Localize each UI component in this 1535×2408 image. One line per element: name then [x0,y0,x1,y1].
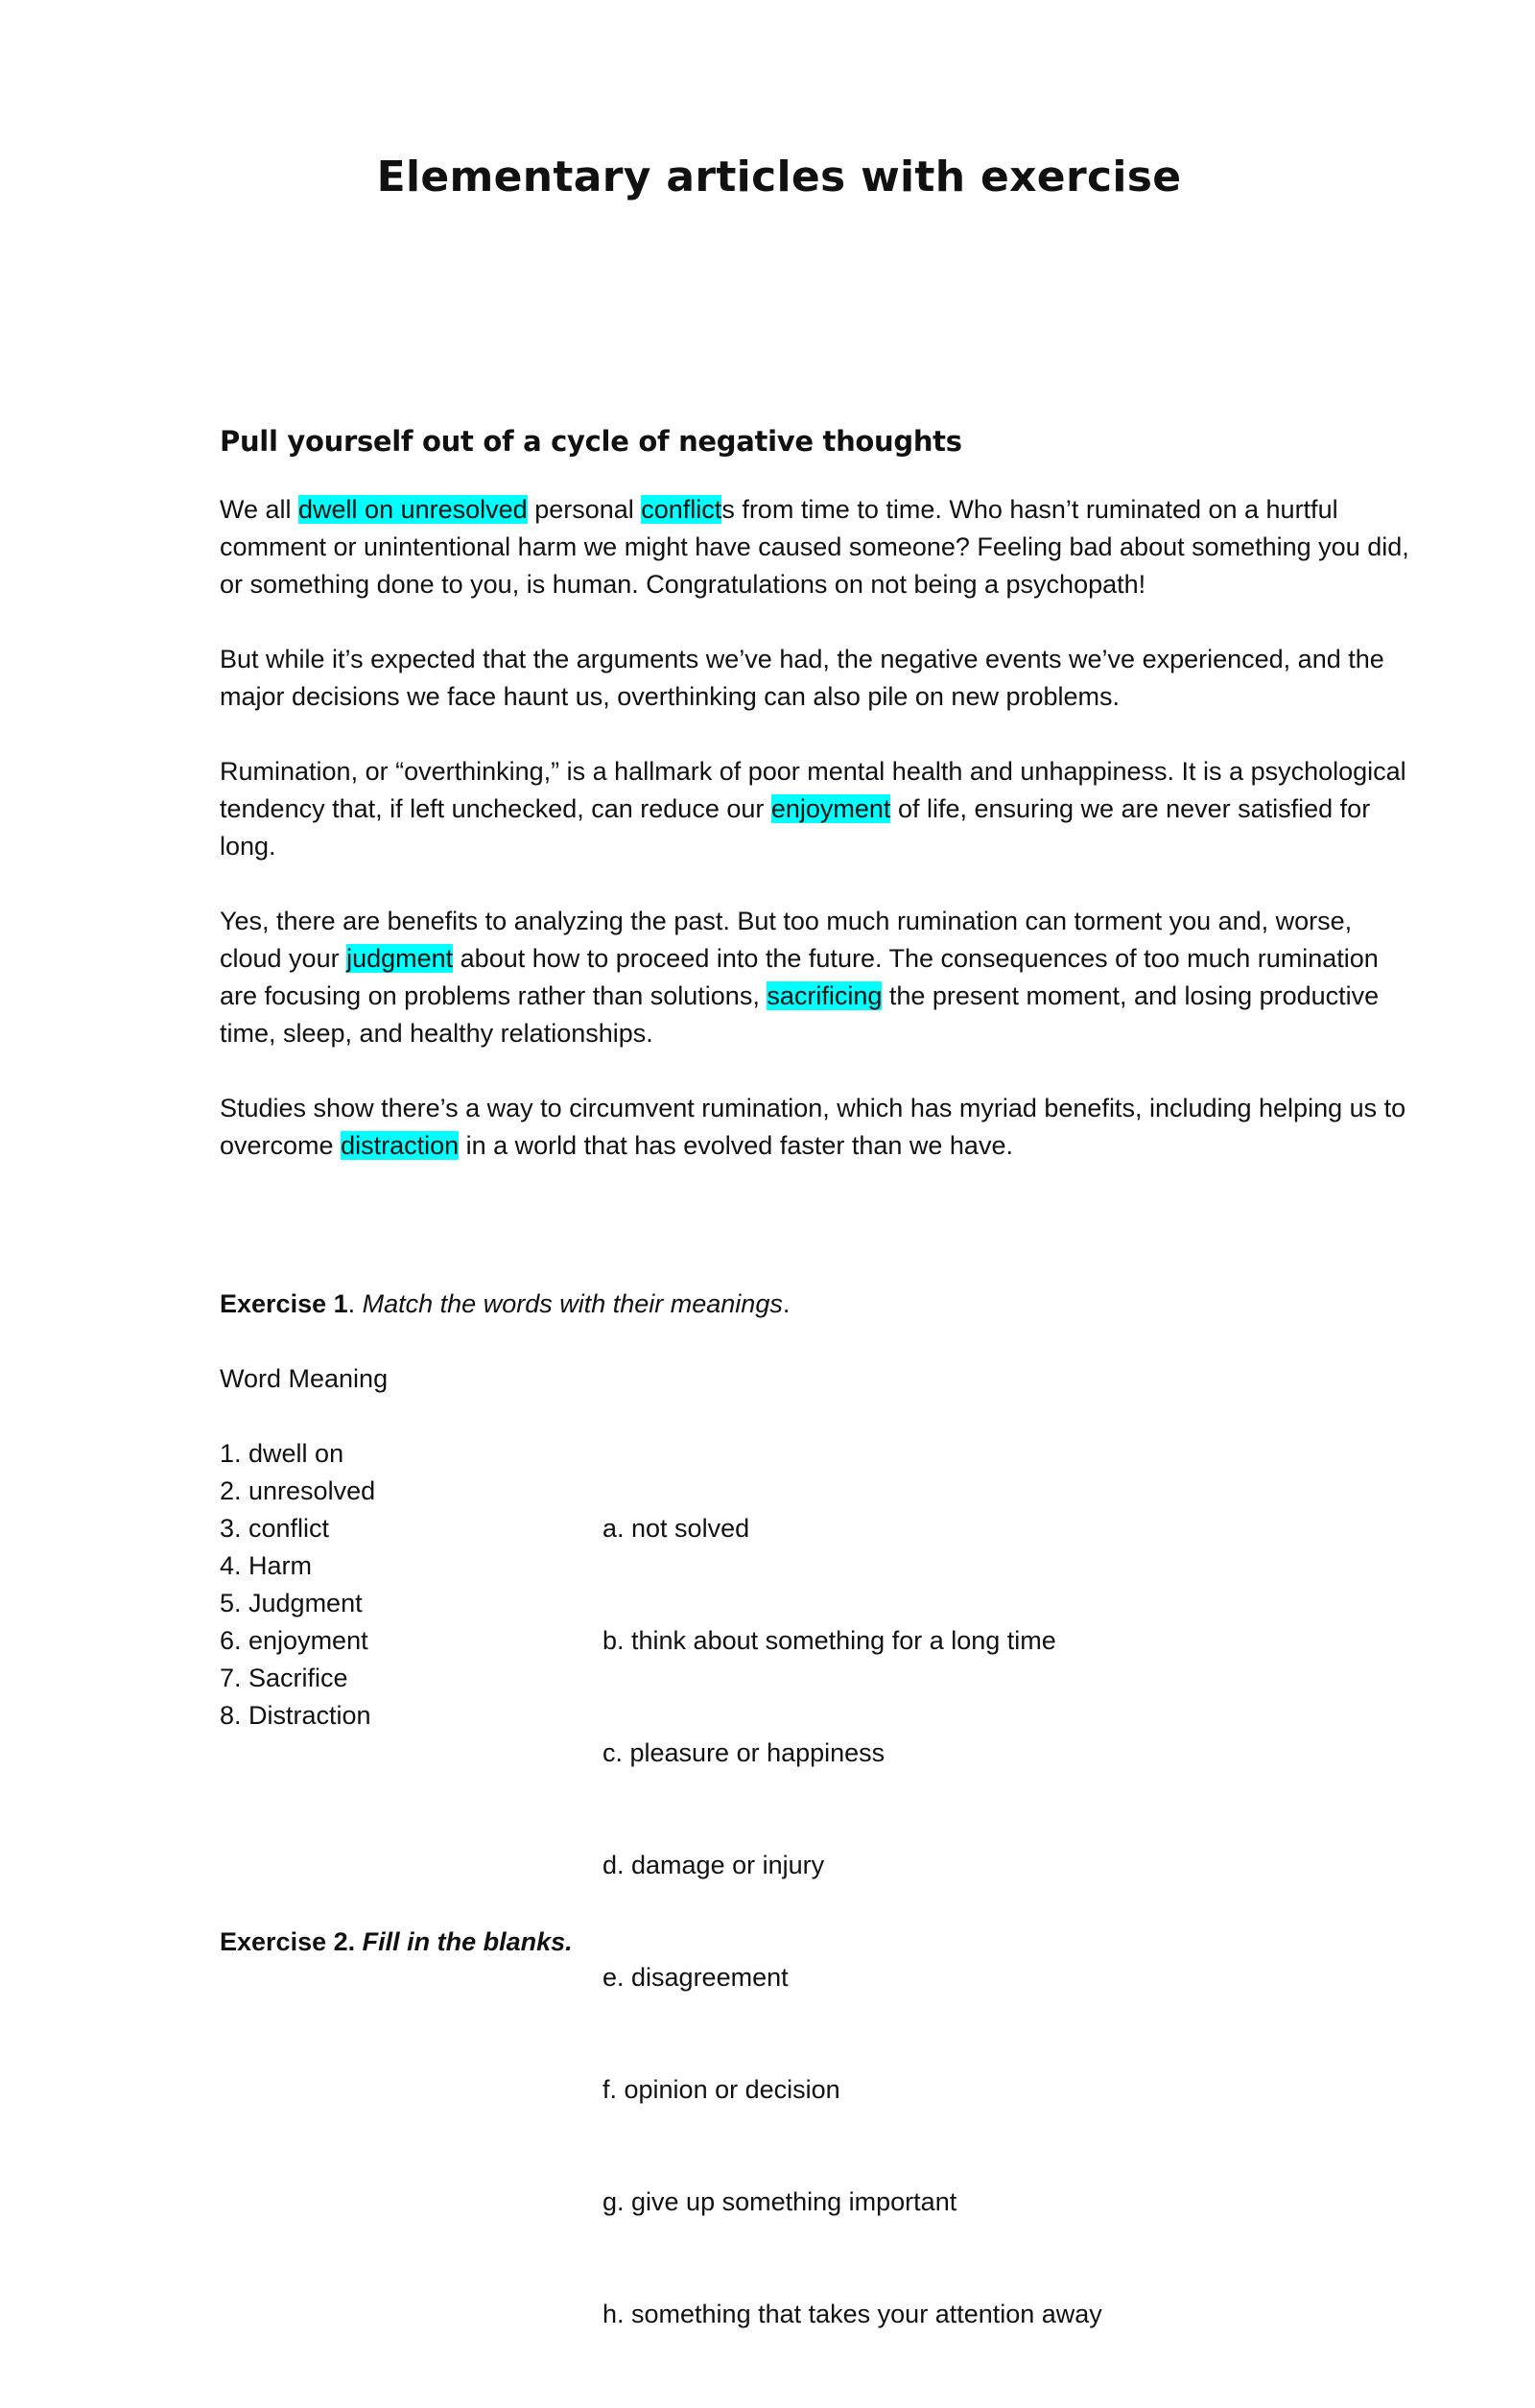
meaning-list [602,1435,1102,2408]
highlighted-term: dwell on unresolved [298,495,528,524]
article-paragraph-4 [220,903,1448,1052]
paragraph-text: But while it’s expected that the arguments we’ve had, the negative events we’ve experienced, and the [220,645,1384,673]
exercise-2-instruction: Fill in the blanks. [355,1927,573,1956]
article-paragraph-1 [220,491,1448,603]
article-paragraph-2 [220,641,1448,716]
paragraph-text: personal [527,495,642,524]
list-item: h. something that takes your attention away [602,2300,1102,2328]
list-item: g. give up something important [602,2187,957,2216]
word-meaning-header: Word Meaning [220,1364,389,1393]
paragraph-text: Yes, there are benefits to analyzing the past. But too much rumination can torment you and, worse, [220,907,1353,935]
list-item: 1. dwell on [220,1439,344,1468]
list-item: 2. unresolved [220,1476,376,1505]
word-list [220,1435,375,1735]
paragraph-text: tendency that, if left unchecked, can reduce our [220,794,771,823]
highlighted-term: judgment [346,944,454,973]
paragraph-text: overcome [220,1131,342,1160]
paragraph-text: major decisions we face haunt us, overthinking can also pile on new problems. [220,682,1121,711]
highlighted-term: enjoyment [770,794,891,823]
highlighted-term: conflict [641,495,722,524]
list-item: 4. Harm [220,1551,313,1580]
paragraph-text: in a world that has evolved faster than we have. [459,1131,1013,1160]
list-item: 5. Judgment [220,1589,363,1617]
exercise-2-label: Exercise 2. [220,1927,356,1956]
paragraph-text: or something done to you, is human. Congratulations on not being a psychopath! [220,570,1146,599]
paragraph-text: the present moment, and losing productive [882,981,1380,1010]
paragraph-text: time, sleep, and healthy relationships. [220,1019,653,1048]
paragraph-text: long. [220,832,276,861]
paragraph-text: of life, ensuring we are never satisfied for [890,794,1371,823]
list-item: 7. Sacrifice [220,1664,348,1692]
exercise-2-heading [220,1924,573,1961]
article-heading: Pull yourself out of a cycle of negative thoughts [220,425,962,458]
exercise-1-label: Exercise 1 [220,1289,348,1318]
paragraph-text: s from time to time. Who hasn’t ruminated on a hurtful [721,495,1338,524]
highlighted-term: sacrificing [767,981,883,1010]
paragraph-text: We all [220,495,299,524]
paragraph-text: are focusing on problems rather than solutions, [220,981,768,1010]
exercise-1-separator: . [347,1289,363,1318]
paragraph-text: cloud your [220,944,347,973]
exercise-1-heading [220,1286,790,1323]
paragraph-text: about how to proceed into the future. The consequences of too much rumination [453,944,1379,973]
list-item: c. pleasure or happiness [602,1738,886,1767]
list-item: 8. Distraction [220,1701,371,1730]
paragraph-text: comment or unintentional harm we might have caused someone? Feeling bad about something you did, [220,532,1409,561]
list-item: f. opinion or decision [602,2075,840,2104]
list-item: e. disagreement [602,1963,789,1992]
exercise-1-instruction: Match the words with their meanings [362,1289,783,1318]
article-paragraph-3 [220,753,1448,865]
exercise-1-end: . [782,1289,791,1318]
paragraph-text: Rumination, or “overthinking,” is a hallmark of poor mental health and unhappiness. It is a psychological [220,757,1406,786]
list-item: a. not solved [602,1514,750,1543]
list-item: d. damage or injury [602,1851,825,1879]
list-item: b. think about something for a long time [602,1626,1056,1655]
highlighted-term: distraction [341,1131,460,1160]
list-item: 6. enjoyment [220,1626,368,1655]
paragraph-text: Studies show there’s a way to circumvent rumination, which has myriad benefits, including helping us to [220,1094,1406,1122]
list-item: 3. conflict [220,1514,330,1543]
document-title: Elementary articles with exercise [376,153,1182,201]
article-paragraph-5 [220,1090,1448,1165]
